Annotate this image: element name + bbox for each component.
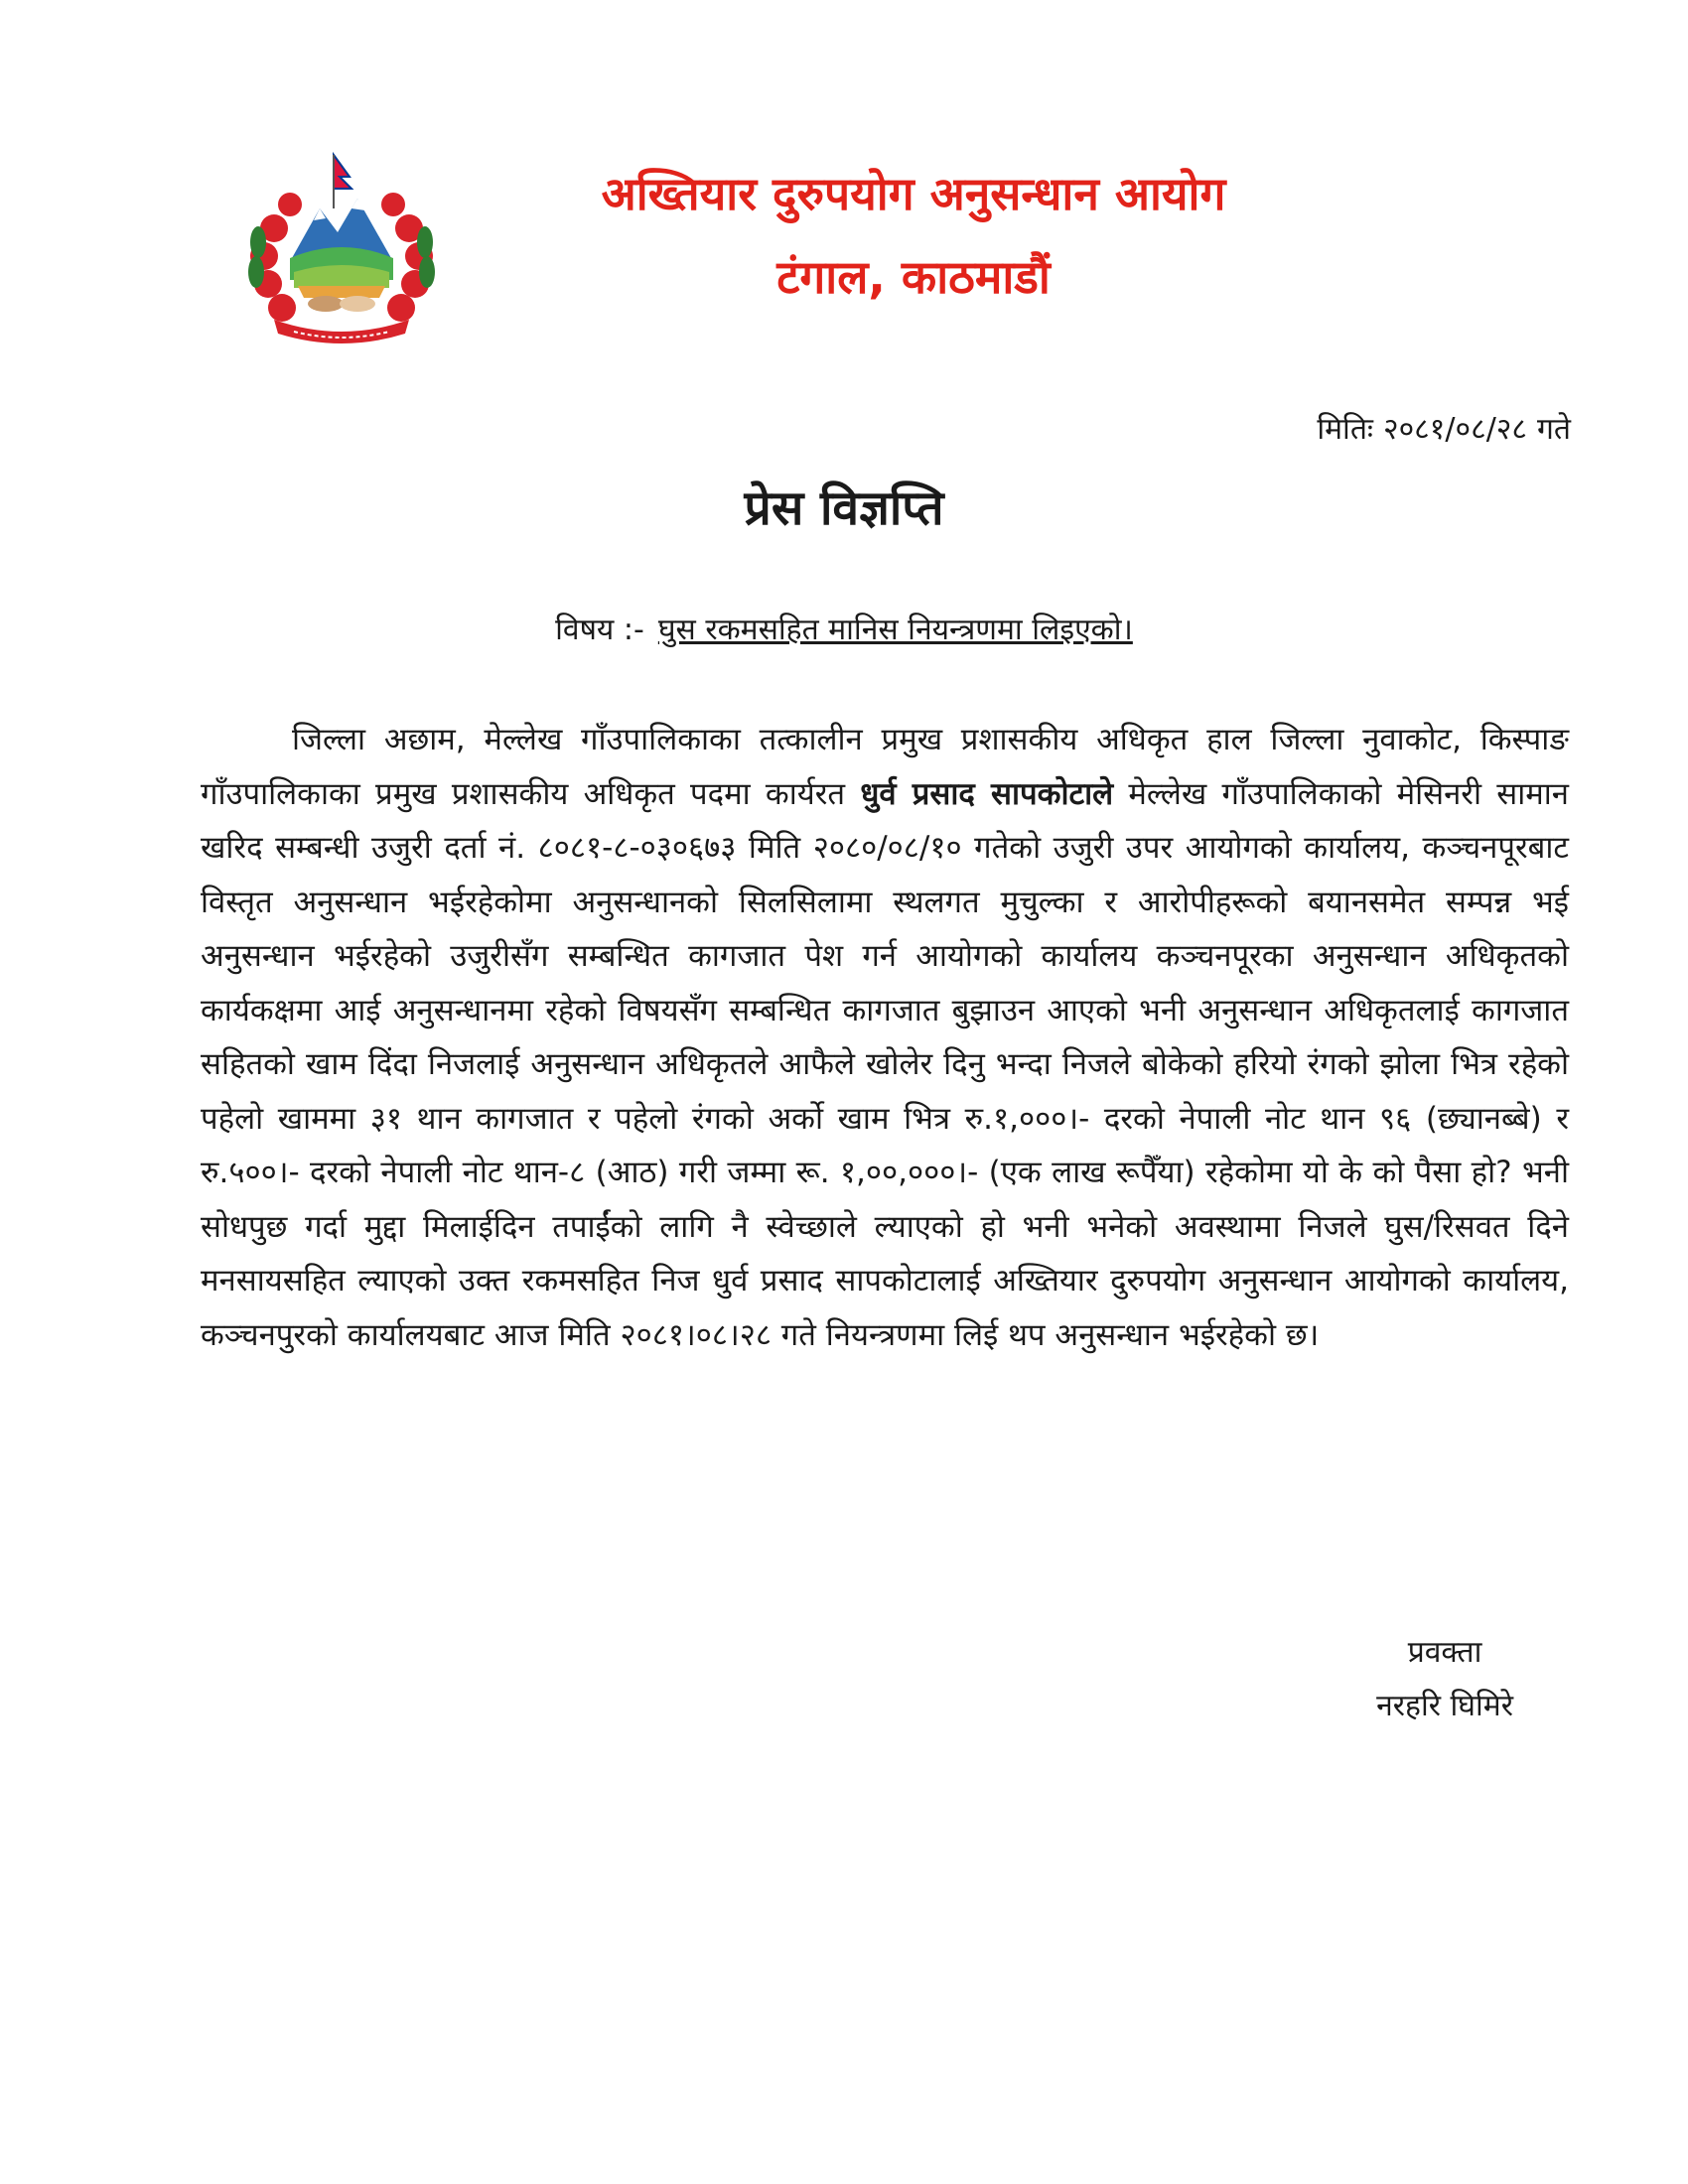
date-suffix: गते — [1537, 412, 1571, 447]
date-value: २०८१/०८/२८ — [1382, 412, 1527, 447]
body-part-2: मेल्लेख गाँउपालिकाको मेसिनरी सामान खरिद सम्बन्धी उजुरी दर्ता नं. ८०८१-८-०३०६७३ मिति २०८०/०८/१० गतेको उजुरी उपर आयोगको कार्यालय, कञ्चनपूरबाट विस्तृत अनुसन्धान भईरहेकोमा अनुसन्धानको सिलसिलामा स्थलगत मुचुल्का र आरोपीहरूको बयानसमेत सम्पन्न भई अनुसन्धान भईरहेको उजुरीसँग सम्बन्धित कागजात पेश गर्न आयोगको कार्यालय कञ्चनपूरका अनुसन्धान अधिकृतको कार्यकक्षमा आई अनुसन्धानमा रहेको विषयसँग सम्बन्धित कागजात बुझाउन आएको भनी अनुसन्धान अधिकृतलाई कागजात सहितको खाम दिंदा निजलाई अनुसन्धान अधिकृतले आफैले खोलेर दिनु भन्दा निजले बोकेको हरियो रंगको झोला भित्र रहेको पहेलो खाममा ३१ थान कागजात र पहेलो रंगको अर्को खाम भित्र रु.१,०००।- दरको नेपाली नोट थान ९६ (छ्यानब्बे) र रु.५००।- दरको नेपाली नोट थान-८ (आठ) गरी जम्मा रू. १,००,०००।- (एक लाख रूपैँया) रहेकोमा यो के को पैसा हो? भनी सोधपुछ गर्दा मुद्दा मिलाईदिन तपाईंको लागि नै स्वेच्छाले ल्याएको हो भनी भनेको अवस्थामा निजले घुस/रिसवत दिने मनसायसहित ल्याएको उक्त रकमसहित निज धुर्व प्रसाद सापकोटालाई अख्तियार दुरुपयोग अनुसन्धान आयोगको कार्यालय, कञ्चनपुरको कार्यालयबाट आज मिति २०८१।०८।२८ गते नियन्त्रणमा लिई थप अनुसन्धान भईरहेको छ। — [201, 775, 1569, 1353]
subject-label: विषय :- — [555, 613, 644, 647]
signatory-role: प्रवक्ता — [1407, 1635, 1482, 1670]
organization-location: टंगाल, काठमाडौं — [776, 250, 1051, 304]
date-line — [1307, 407, 1571, 448]
signature-block — [1376, 1626, 1513, 1733]
signatory-name: नरहरि घिमिरे — [1376, 1689, 1513, 1723]
subject-text: घुस रकमसहित मानिस नियन्त्रणमा लिइएको। — [657, 613, 1133, 647]
press-release-title: प्रेस विज्ञप्ति — [744, 480, 944, 536]
subject-line — [0, 608, 1688, 648]
accused-name: धुर्व प्रसाद सापकोटाले — [860, 775, 1114, 812]
date-label: मितिः — [1317, 412, 1373, 447]
body-part-1: जिल्ला अछाम, मेल्लेख गाँउपालिकाका तत्कालीन प्रमुख प्रशासकीय अधिकृत हाल जिल्ला नुवाकोट, किस्पाङ गाँउपालिकाका प्रमुख प्रशासकीय अधिकृत पदमा कार्यरत — [201, 722, 1569, 812]
nepal-government-emblem-icon — [234, 149, 449, 347]
body-paragraph — [201, 713, 1569, 1362]
organization-name: अख्तियार दुरुपयोग अनुसन्धान आयोग — [601, 167, 1226, 220]
